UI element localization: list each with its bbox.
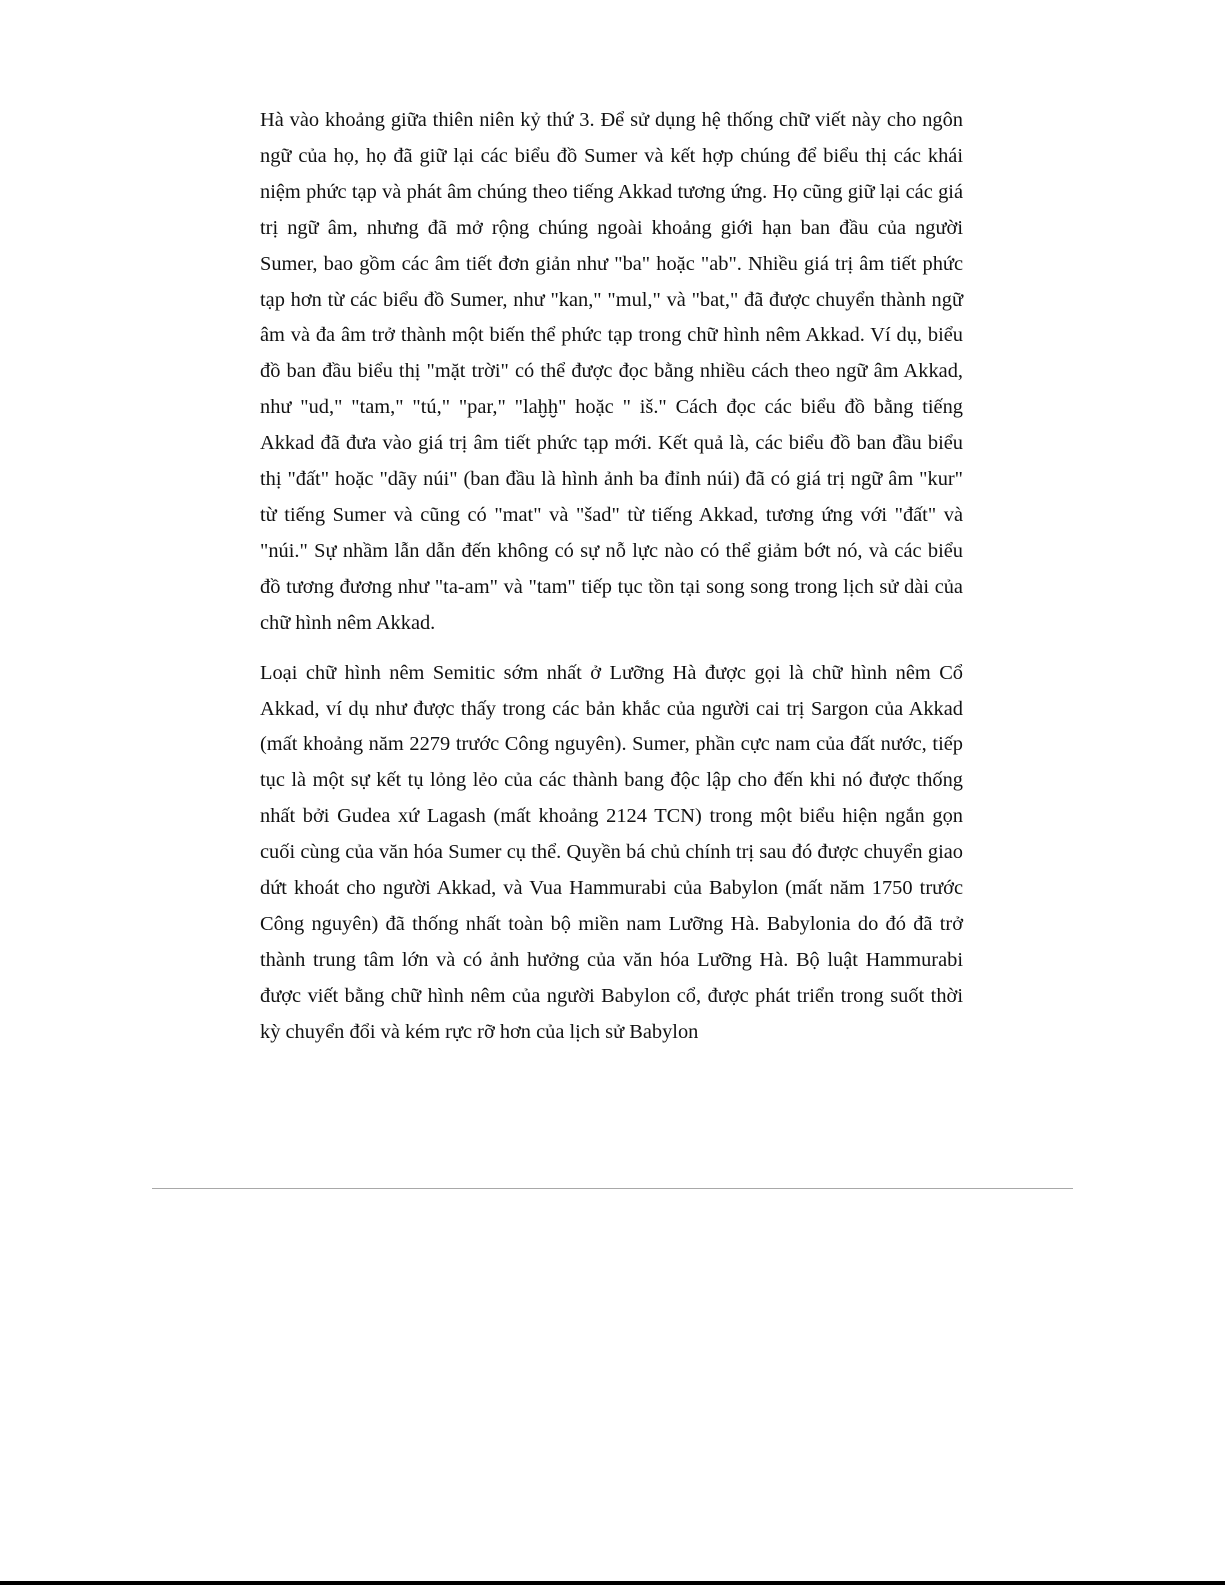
body-text (260, 103, 963, 1051)
page-divider (152, 1188, 1073, 1189)
paragraph-1: Hà vào khoảng giữa thiên niên kỷ thứ 3. Để sử dụng hệ thống chữ viết này cho ngôn ngữ của họ, họ đã giữ lại các biểu đồ Sumer và kết hợp chúng để biểu thị các khái niệm phức tạp và phát âm chúng theo tiếng Akkad tương ứng. Họ cũng giữ lại các giá trị ngữ âm, nhưng đã mở rộng chúng ngoài khoảng giới hạn ban đầu của người Sumer, bao gồm các âm tiết đơn giản như "ba" hoặc "ab". Nhiều giá trị âm tiết phức tạp hơn từ các biểu đồ Sumer, như "kan," "mul," và "bat," đã được chuyển thành ngữ âm và đa âm trở thành một biến thể phức tạp trong chữ hình nêm Akkad. Ví dụ, biểu đồ ban đầu biểu thị "mặt trời" có thể được đọc bằng nhiều cách theo ngữ âm Akkad, như "ud," "tam," "tú," "par," "laḫḫ" hoặc " iš." Cách đọc các biểu đồ bằng tiếng Akkad đã đưa vào giá trị âm tiết phức tạp mới. Kết quả là, các biểu đồ ban đầu biểu thị "đất" hoặc "dãy núi" (ban đầu là hình ảnh ba đỉnh núi) đã có giá trị ngữ âm "kur" từ tiếng Sumer và cũng có "mat" và "šad" từ tiếng Akkad, tương ứng với "đất" và "núi." Sự nhầm lẫn dẫn đến không có sự nỗ lực nào có thể giảm bớt nó, và các biểu đồ tương đương như "ta-am" và "tam" tiếp tục tồn tại song song trong lịch sử dài của chữ hình nêm Akkad. (260, 109, 963, 634)
page-bottom-edge (0, 1581, 1225, 1585)
paragraph-2: Loại chữ hình nêm Semitic sớm nhất ở Lưỡng Hà được gọi là chữ hình nêm Cổ Akkad, ví dụ như được thấy trong các bản khắc của người cai trị Sargon của Akkad (mất khoảng năm 2279 trước Công nguyên). Sumer, phần cực nam của đất nước, tiếp tục là một sự kết tụ lỏng lẻo của các thành bang độc lập cho đến khi nó được thống nhất bởi Gudea xứ Lagash (mất khoảng 2124 TCN) trong một biểu hiện ngắn gọn cuối cùng của văn hóa Sumer cụ thể. Quyền bá chủ chính trị sau đó được chuyển giao dứt khoát cho người Akkad, và Vua Hammurabi của Babylon (mất năm 1750 trước Công nguyên) đã thống nhất toàn bộ miền nam Lưỡng Hà. Babylonia do đó đã trở thành trung tâm lớn và có ảnh hưởng của văn hóa Lưỡng Hà. Bộ luật Hammurabi được viết bằng chữ hình nêm của người Babylon cổ, được phát triển trong suốt thời kỳ chuyển đổi và kém rực rỡ hơn của lịch sử Babylon (260, 661, 963, 1043)
